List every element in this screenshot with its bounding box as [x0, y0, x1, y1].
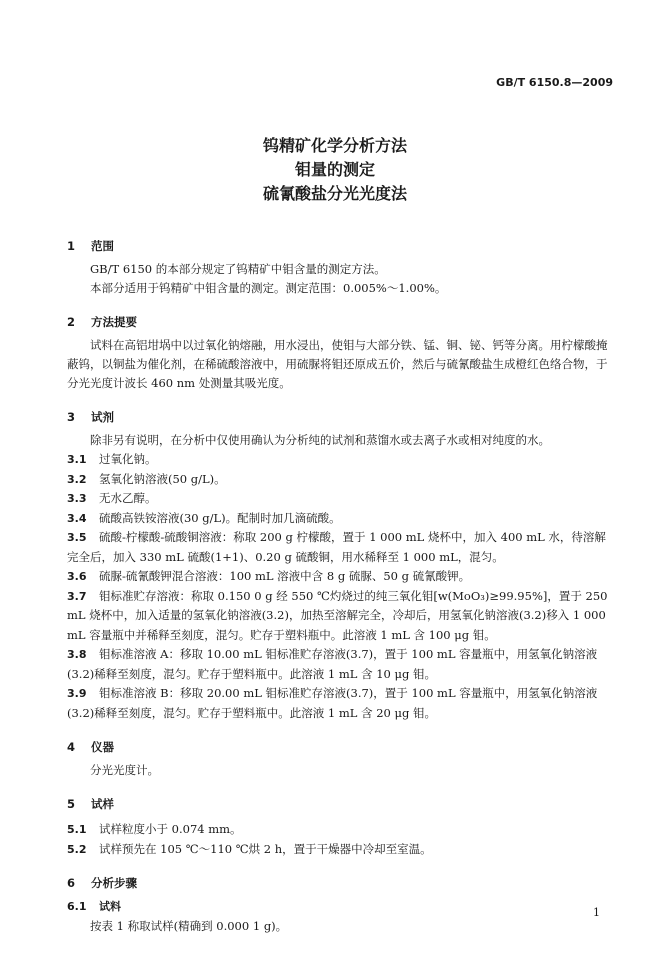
item-number: 3.7: [67, 589, 87, 603]
section-heading-reagents: [67, 407, 613, 427]
section-heading-procedure: [67, 873, 613, 893]
section-title: 试样: [91, 797, 114, 811]
item-text: 钼标准贮存溶液：称取 0.150 0 g 经 550 ℃灼烧过的纯三氧化钼[w(MoO₃)≥99.95%]，置于 250 mL 烧杯中，加入适量的氢氧化钠溶液(3.2)，加热至溶解完全，冷却后，用氢氧化钠溶液(3.2)移入 1 000 mL 容量瓶中并稀释至刻度，混匀。贮存于塑料瓶中。此溶液 1 mL 含 100 μg 钼。: [67, 588, 608, 642]
paragraph: 分光光度计。: [90, 763, 159, 777]
item-number: 3.3: [67, 492, 87, 505]
item-number: 3.5: [67, 531, 87, 544]
page-number: 1: [593, 906, 600, 919]
list-item: [67, 645, 613, 684]
item-text: 试样预先在 105 ℃～110 ℃烘 2 h，置于干燥器中冷却至室温。: [99, 841, 432, 856]
list-item: [67, 528, 613, 567]
section-heading-scope: [67, 236, 613, 256]
list-item: [67, 587, 613, 646]
section-heading-apparatus: [67, 737, 613, 757]
section-number: 3: [67, 410, 76, 424]
section-number: 4: [67, 740, 76, 754]
document-body: [67, 236, 613, 936]
section-heading-principle: [67, 312, 613, 332]
section-heading-sample: [67, 794, 613, 814]
paragraph: 本部分适用于钨精矿中钼含量的测定。测定范围：0.005%～1.00%。: [90, 281, 447, 295]
item-number: 3.6: [67, 570, 87, 583]
item-number: 3.8: [67, 648, 87, 661]
list-item: [67, 509, 613, 529]
section-title: 方法提要: [91, 315, 137, 329]
section-title: 范围: [91, 239, 114, 253]
item-text: 硫脲-硫氰酸钾混合溶液：100 mL 溶液中含 8 g 硫脲、50 g 硫氰酸钾。: [99, 569, 471, 583]
item-text: 硫酸-柠檬酸-硫酸铜溶液：称取 200 g 柠檬酸，置于 1 000 mL 烧杯中，加入 400 mL 水，待溶解完全后，加入 330 mL 硫酸(1+1)、0.20 g 硫酸铜，用水稀释至 1 000 mL，混匀。: [67, 530, 606, 564]
paragraph: GB/T 6150 的本部分规定了钨精矿中钼含量的测定方法。: [90, 262, 386, 276]
list-item: [67, 840, 613, 860]
document-title: [0, 134, 670, 206]
item-number: 3.9: [67, 687, 87, 700]
item-text: 试样粒度小于 0.074 mm。: [99, 822, 242, 836]
list-item: [67, 684, 613, 723]
item-number: 3.1: [67, 453, 87, 466]
list-item: [67, 470, 613, 490]
item-number: 3.2: [67, 472, 87, 486]
section-title: 试剂: [91, 410, 114, 424]
item-text: 过氧化钠。: [99, 452, 157, 466]
section-number: 5: [67, 797, 76, 811]
item-number: 5.1: [67, 823, 87, 836]
section-title: 分析步骤: [91, 876, 137, 890]
list-item: [67, 450, 613, 470]
item-text: 氢氧化钠溶液(50 g/L)。: [99, 471, 226, 486]
item-text: 硫酸高铁铵溶液(30 g/L)。配制时加几滴硫酸。: [99, 510, 341, 525]
section-number: 6: [67, 876, 76, 890]
subsection-heading-test-portion: [67, 897, 613, 917]
item-text: 无水乙醇。: [99, 491, 157, 505]
title-line-3: 硫氰酸盐分光光度法: [262, 184, 407, 203]
item-text: 钼标准溶液 B：移取 20.00 mL 钼标准贮存溶液(3.7)，置于 100 mL 容量瓶中，用氢氧化钠溶液(3.2)稀释至刻度，混匀。贮存于塑料瓶中。此溶液 1 mL 含 20 μg 钼。: [67, 686, 598, 720]
subsection-number: 6.1: [67, 900, 87, 913]
title-line-2: 钼量的测定: [294, 160, 375, 179]
section-number: 2: [67, 315, 76, 329]
item-text: 钼标准溶液 A：移取 10.00 mL 钼标准贮存溶液(3.7)，置于 100 mL 容量瓶中，用氢氧化钠溶液(3.2)稀释至刻度，混匀。贮存于塑料瓶中。此溶液 1 mL 含 10 μg 钼。: [67, 647, 598, 681]
list-item: [67, 820, 613, 840]
title-line-1: 钨精矿化学分析方法: [262, 136, 407, 155]
section-number: 1: [67, 239, 76, 253]
list-item: [67, 567, 613, 587]
item-number: 5.2: [67, 842, 87, 856]
section-title: 仪器: [91, 740, 114, 754]
subsection-title: 试料: [99, 900, 121, 913]
paragraph: 除非另有说明，在分析中仅使用确认为分析纯的试剂和蒸馏水或去离子水或相对纯度的水。: [90, 433, 550, 447]
list-item: [67, 489, 613, 509]
standard-code: GB/T 6150.8—2009: [496, 76, 613, 89]
item-number: 3.4: [67, 511, 87, 525]
paragraph: 按表 1 称取试样(精确到 0.000 1 g)。: [90, 919, 288, 933]
paragraph: 试料在高铝坩埚中以过氧化钠熔融，用水浸出，使钼与大部分铁、锰、铜、铋、钙等分离。用柠檬酸掩蔽钨，以铜盐为催化剂，在稀硫酸溶液中，用硫脲将钼还原成五价，然后与硫氰酸盐生成橙红色络合物，于分光光度计波长 460 nm 处测量其吸光度。: [67, 338, 608, 390]
